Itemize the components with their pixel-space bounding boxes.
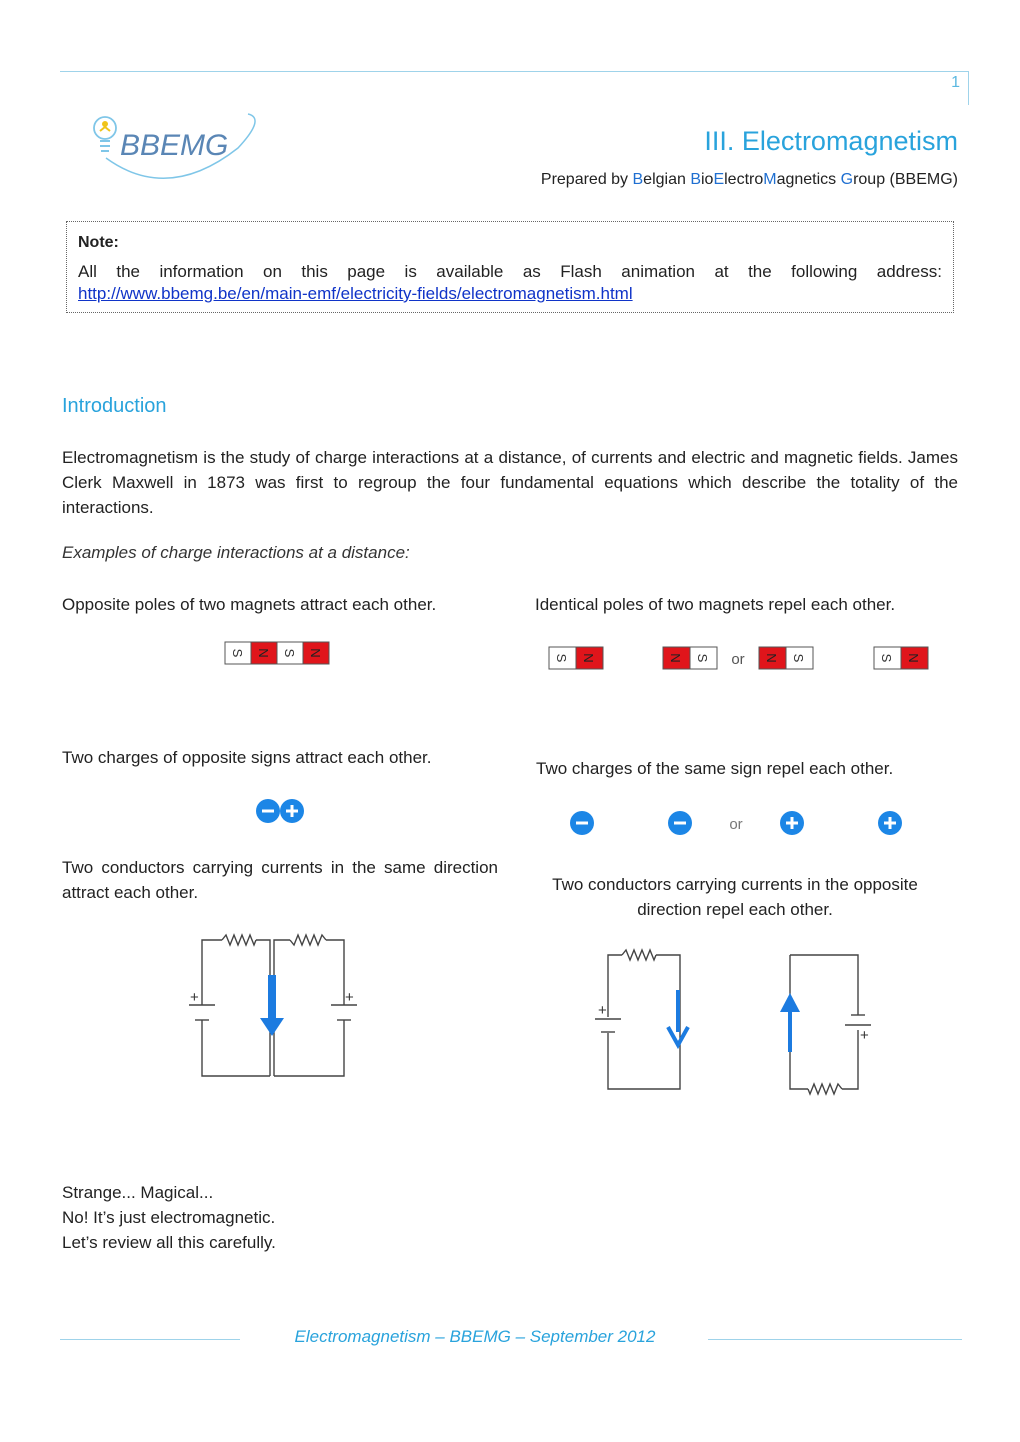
north-pole-label: N <box>764 653 779 663</box>
note-label: Note: <box>78 234 119 251</box>
prepared-initial: B <box>632 171 644 188</box>
or-label: or <box>729 816 743 833</box>
magnets-repel-figure <box>547 645 937 678</box>
page-title: III. Electromagnetism <box>704 126 958 156</box>
introduction-paragraph: Electromagnetism is the study of charge interactions at a distance, of currents and electric and magnetic fields. James Clerk Maxwell in 1873 was first to regroup the four fundamental equations which describe the totality of the interactions. <box>62 448 958 517</box>
south-pole-label: S <box>282 648 297 658</box>
closing-line: Strange... Magical... <box>62 1183 214 1202</box>
examples-heading: Examples of charge interactions at a distance: <box>62 543 410 562</box>
magnets-repel-caption: Identical poles of two magnets repel each other. <box>535 595 896 614</box>
flash-animation-link[interactable]: http://www.bbemg.be/en/main-emf/electricity-fields/electromagnetism.html <box>78 284 633 303</box>
footer-rule-right <box>708 1339 962 1340</box>
prepared-initial: B <box>690 171 701 188</box>
south-pole-label: S <box>695 653 710 663</box>
prepared-by <box>541 171 958 189</box>
north-pole-label: N <box>581 653 596 663</box>
note-text: All the information on this page is available as Flash animation at the following address: <box>78 262 942 281</box>
prepared-word: io <box>701 171 714 188</box>
prepared-initial: M <box>763 171 777 188</box>
south-pole-label: S <box>879 653 894 663</box>
plus-terminal-label: + <box>190 989 199 1006</box>
south-pole-label: S <box>791 653 806 663</box>
north-pole-label: N <box>906 653 921 663</box>
footer-text: Electromagnetism – BBEMG – September 2012 <box>294 1327 656 1346</box>
conductors-attract-caption: Two conductors carrying currents in the same direction attract each other. <box>62 858 498 902</box>
logo-text: BBEMG <box>120 129 229 162</box>
magnets-attract-figure <box>224 641 334 672</box>
prepared-word: lectro <box>724 171 764 188</box>
north-pole-label: N <box>308 648 323 658</box>
closing-line: Let’s review all this carefully. <box>62 1233 276 1252</box>
page-number: 1 <box>951 74 960 91</box>
prepared-initial: G <box>840 171 854 188</box>
closing-line: No! It’s just electromagnetic. <box>62 1208 276 1227</box>
bbemg-logo <box>88 108 270 186</box>
south-pole-label: S <box>230 648 245 658</box>
introduction-heading: Introduction <box>62 395 167 417</box>
closing-text <box>62 1180 276 1255</box>
plus-terminal-label: + <box>860 1027 869 1044</box>
south-pole-label: S <box>554 653 569 663</box>
magnets-attract-caption: Opposite poles of two magnets attract each other. <box>62 595 437 614</box>
conductors-attract-circuit <box>180 930 370 1089</box>
header-rule <box>60 71 968 72</box>
charges-repel-caption: Two charges of the same sign repel each other. <box>536 759 894 778</box>
prepared-prefix: Prepared by <box>540 171 633 188</box>
charges-attract-figure <box>255 798 309 831</box>
prepared-word: elgian <box>643 171 691 188</box>
prepared-word: agnetics <box>776 171 841 188</box>
charges-attract-caption: Two charges of opposite signs attract each other. <box>62 748 432 767</box>
conductors-repel-circuits <box>590 945 880 1105</box>
plus-terminal-label: + <box>598 1002 607 1019</box>
conductors-repel-caption: Two conductors carrying currents in the opposite direction repel each other. <box>552 875 918 919</box>
prepared-initial: E <box>713 171 725 188</box>
north-pole-label: N <box>256 648 271 658</box>
charges-repel-figure <box>568 809 908 842</box>
north-pole-label: N <box>668 653 683 663</box>
prepared-word: roup (BBEMG) <box>853 171 958 188</box>
plus-terminal-label: + <box>345 989 354 1006</box>
header-rule-vertical <box>968 71 969 105</box>
or-label: or <box>731 651 745 668</box>
